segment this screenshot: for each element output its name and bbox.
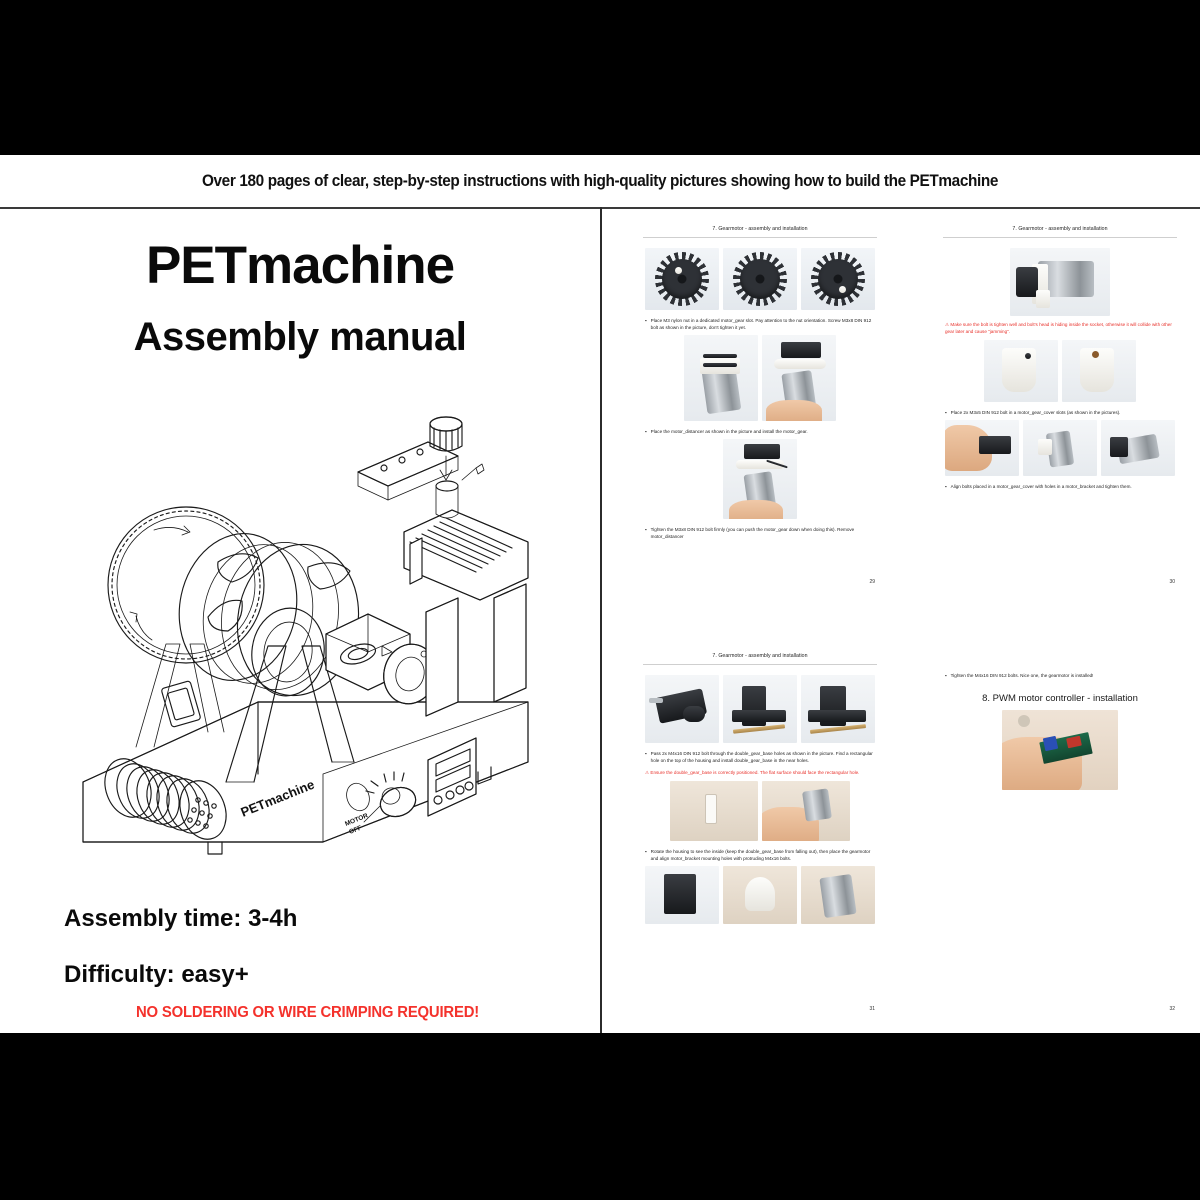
page-30-photo-row-align xyxy=(945,420,1175,476)
bullet-text: Pass 2x M4x16 DIN 912 bolt through the double_gear_base holes as shown in the picture. Find a rectangular hole on the top of the housing and install double_gear_base in the near holes. xyxy=(650,751,873,764)
photo-double-gear-base-1 xyxy=(645,675,719,743)
page-31-bullet-2 xyxy=(645,848,875,862)
page-30-bullet-1 xyxy=(945,409,1175,416)
photo-housing-hole xyxy=(670,781,758,841)
page-32-number: 32 xyxy=(1169,1006,1175,1012)
manual-page-30 xyxy=(935,220,1185,592)
photo-double-gear-base-2 xyxy=(723,675,797,743)
machine-brand-label: PETmachine xyxy=(238,776,317,820)
page-31-photo-row-housing xyxy=(645,781,875,841)
bullet-marker: ▪ xyxy=(645,527,647,533)
page-subtitle: Assembly manual xyxy=(133,315,467,359)
page-31-photo-row-mount xyxy=(645,866,875,924)
page-30-header: 7. Gearmotor - assembly and installation xyxy=(1012,226,1108,232)
page-32-bullet-1 xyxy=(945,672,1175,679)
photo-pwm-controller xyxy=(1002,710,1118,790)
knob-label-motor: MOTOR xyxy=(344,812,370,828)
manual-page-32 xyxy=(935,647,1185,1019)
bullet-text: Align bolts placed in a motor_gear_cover with holes in a motor_bracket and tighten them. xyxy=(950,483,1132,489)
manual-pages-grid xyxy=(602,207,1200,1033)
page-29-photo-row-distancer xyxy=(645,335,875,421)
page-31-header: 7. Gearmotor - assembly and installation xyxy=(712,653,808,659)
page-30-warning: ⚠ Make sure the bolt is tighten well and bolt's head is hiding inside the socket, otherwise it will collide with other gear later and cause "jamming". xyxy=(945,322,1172,334)
page-29-header: 7. Gearmotor - assembly and installation xyxy=(712,226,808,232)
page-30-number: 30 xyxy=(1169,579,1175,585)
photo-motor-distancer xyxy=(684,335,758,421)
assembly-time-text: Assembly time: 3-4h xyxy=(64,905,298,932)
page-29-bullet-3 xyxy=(645,526,875,540)
no-soldering-note: NO SOLDERING OR WIRE CRIMPING REQUIRED! xyxy=(136,1004,480,1021)
photo-align-2 xyxy=(1023,420,1097,476)
photo-motor-gear-3 xyxy=(801,248,875,310)
page-31-photo-row-base xyxy=(645,675,875,743)
page-31-bullet-1 xyxy=(645,750,875,764)
bullet-text: Tighten the M3x8 DIN 912 bolt firmly (you can push the motor_gear down when doing this). Remove motor_distancer xyxy=(650,527,855,540)
manual-page-31 xyxy=(635,647,885,1019)
page-30-photo-row-cover xyxy=(945,340,1175,402)
photo-gear-cover-1 xyxy=(984,340,1058,402)
page-32-section-heading: 8. PWM motor controller - installation xyxy=(982,693,1138,705)
photo-mount-1 xyxy=(645,866,719,924)
machine-line-art xyxy=(58,402,558,872)
manual-page-29 xyxy=(635,220,885,592)
photo-motor-gear-1 xyxy=(645,248,719,310)
bullet-text: Place the motor_distancer as shown in the picture and install the motor_gear. xyxy=(650,429,808,435)
photo-gearmotor-assembled xyxy=(1010,248,1110,316)
bullet-marker: ▪ xyxy=(645,429,647,435)
page-29-bullet-2 xyxy=(645,428,875,435)
photo-gear-cover-2 xyxy=(1062,340,1136,402)
photo-tighten-bolt xyxy=(723,439,797,519)
photo-mount-3 xyxy=(801,866,875,924)
page-30-bullet-2 xyxy=(945,483,1175,490)
photo-gear-install xyxy=(762,335,836,421)
photo-double-gear-base-3 xyxy=(801,675,875,743)
banner-strip xyxy=(0,155,1200,207)
page-title: PETmachine xyxy=(145,236,455,295)
bullet-text: Rotate the housing to see the inside (keep the double_gear_base from falling out), then place the gearmotor and align motor_bracket mounting holes with protruding M4x16 bolts. xyxy=(650,849,871,862)
photo-align-3 xyxy=(1101,420,1175,476)
page-29-number: 29 xyxy=(869,579,875,585)
bullet-text: Place 2x M3x5 DIN 912 bolt in a motor_gear_cover slots (as shown in the pictures). xyxy=(950,409,1121,415)
bullet-text: Place M3 nylon nut in a dedicated motor_gear slot. Pay attention to the nut orientation. Screw M3x8 DIN 912 bolt as shown in the picture, don't tighten it yet. xyxy=(650,318,872,331)
bullet-marker: ▪ xyxy=(645,751,647,756)
photo-mount-2 xyxy=(723,866,797,924)
difficulty-text: Difficulty: easy+ xyxy=(64,961,249,988)
bullet-marker: ▪ xyxy=(945,673,947,678)
bullet-marker: ▪ xyxy=(645,318,647,323)
knob-label-off: OFF xyxy=(348,824,363,836)
photo-housing-insert xyxy=(762,781,850,841)
page-31-number: 31 xyxy=(869,1006,875,1012)
page-29-photo-row-tighten xyxy=(645,439,875,519)
photo-align-1 xyxy=(945,420,1019,476)
page-30-photo-row-motor xyxy=(945,248,1175,316)
page-31-warning: ⚠ Ensure the double_gear_base is correctly positioned. The flat surface should face the rectangular hole. xyxy=(645,770,860,776)
bullet-text: Tighten the M4x16 DIN 912 bolts. Nice one, the gearmotor is installed! xyxy=(950,673,1094,678)
bullet-marker: ▪ xyxy=(645,849,647,855)
manual-spread xyxy=(0,207,1200,1033)
banner-text: Over 180 pages of clear, step-by-step instructions with high-quality pictures showing how to build the PETmachine xyxy=(201,171,999,190)
page-29-bullet-1 xyxy=(645,317,875,331)
page-32-photo-row-pwm xyxy=(945,710,1175,790)
bullet-marker: ▪ xyxy=(945,409,947,415)
page-29-photo-row-gears xyxy=(645,248,875,310)
bullet-marker: ▪ xyxy=(945,483,947,489)
cover-page xyxy=(0,207,600,1033)
photo-motor-gear-2 xyxy=(723,248,797,310)
